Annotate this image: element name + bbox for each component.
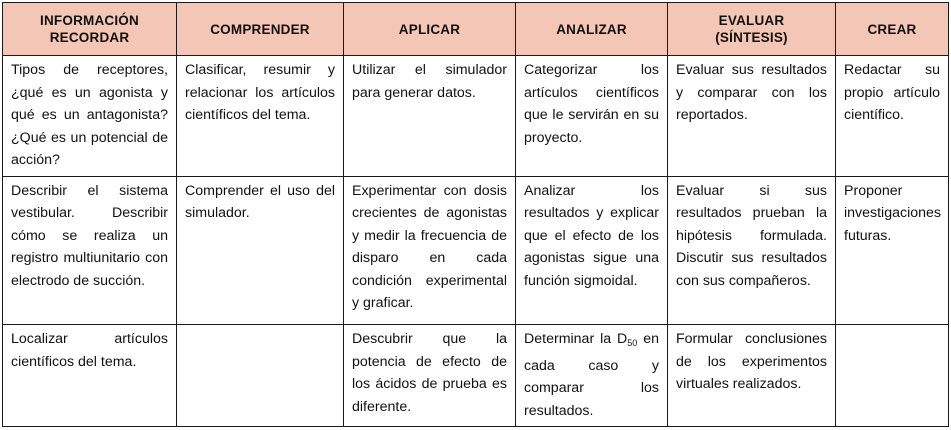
table-cell: Comprender el uso del simulador. (177, 176, 344, 325)
header-line: CREAR (867, 21, 917, 37)
header-row (3, 3, 949, 56)
table-cell (836, 325, 949, 427)
table-cell: Evaluar sus resultados y comparar con los reportados. (668, 56, 836, 177)
header-crear (836, 3, 949, 56)
table-cell: Evaluar si sus resultados prueban la hipótesis formulada. Discutir sus resultados con sus compañeros. (668, 176, 836, 325)
table-cell: Experimentar con dosis crecientes de agonistas y medir la frecuencia de disparo en cada condición experimental y graficar. (344, 176, 516, 325)
bloom-taxonomy-table (2, 2, 949, 427)
header-line: APLICAR (398, 21, 461, 37)
header-informacion-recordar (3, 3, 177, 56)
table-cell: Utilizar el simulador para generar datos. (344, 56, 516, 177)
header-comprender (177, 3, 344, 56)
table-cell: Descubrir que la potencia de efecto de los ácidos de prueba es diferente. (344, 325, 516, 427)
header-line: COMPRENDER (210, 21, 310, 37)
table-cell: Determinar la $D_{50}$ en cada caso y comparar los resultados. (516, 325, 668, 427)
header-line: (SÍNTESIS) (715, 30, 788, 45)
table-row (3, 176, 949, 325)
table-cell (177, 325, 344, 427)
header-line: EVALUAR (718, 13, 785, 28)
header-analizar (516, 3, 668, 56)
header-aplicar (344, 3, 516, 56)
header-line: ANALIZAR (556, 21, 627, 37)
table-cell: Proponer investigaciones futuras. (836, 176, 949, 325)
table-row (3, 325, 949, 427)
table-cell: Tipos de receptores, ¿qué es un agonista y qué es un antagonista? ¿Qué es un potencial de acción? (3, 56, 177, 177)
table-cell: Localizar artículos científicos del tema. (3, 325, 177, 427)
table-cell: Clasificar, resumir y relacionar los artículos científicos del tema. (177, 56, 344, 177)
header-evaluar (668, 3, 836, 56)
table-cell: Analizar los resultados y explicar que el efecto de los agonistas sigue una función sigmoidal. (516, 176, 668, 325)
table-cell: Categorizar los artículos científicos que le servirán en su proyecto. (516, 56, 668, 177)
table-cell: Formular conclusiones de los experimentos virtuales realizados. (668, 325, 836, 427)
table-row (3, 56, 949, 177)
header-line: RECORDAR (49, 30, 130, 45)
table-cell: Describir el sistema vestibular. Describir cómo se realiza un registro multiunitario con electrodo de succión. (3, 176, 177, 325)
header-line: INFORMACIÓN (40, 13, 139, 28)
table-cell: Redactar su propio artículo científico. (836, 56, 949, 177)
